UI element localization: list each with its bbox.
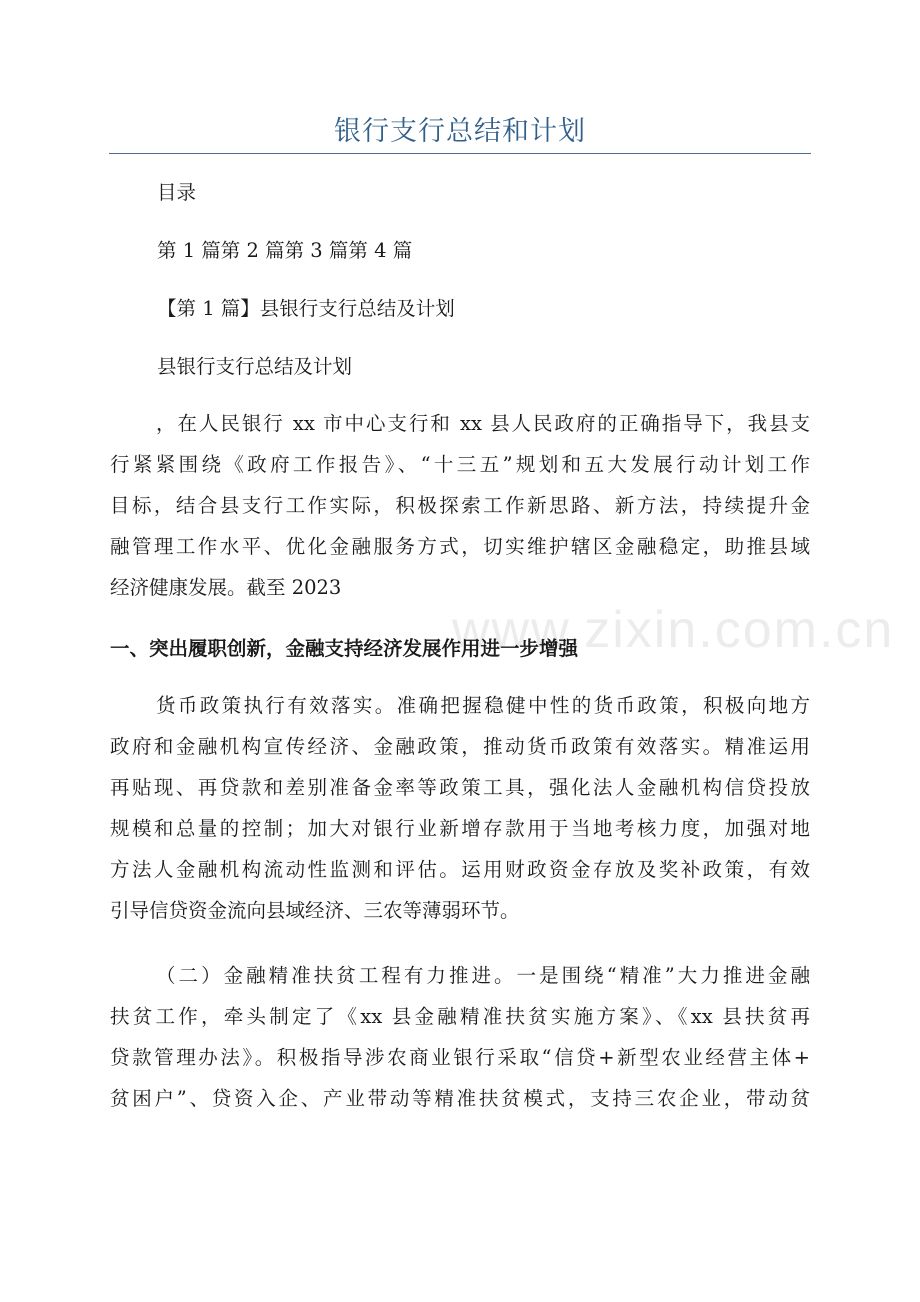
watermark: www.zixin.com.cn xyxy=(452,601,895,659)
paragraph-line: （二）金融精准扶贫工程有力推进。一是围绕“精准”大力推进金融 xyxy=(156,964,810,987)
paragraph-line: 经济健康发展。截至 2023 xyxy=(110,576,342,599)
paragraph-line: 政府和金融机构宣传经济、金融政策，推动货币政策有效落实。精准运用 xyxy=(110,735,810,758)
title-divider xyxy=(109,153,811,154)
toc-label: 目录 xyxy=(157,181,197,204)
paragraph-line: ，在人民银行 xx 市中心支行和 xx 县人民政府的正确指导下，我县支 xyxy=(156,412,810,435)
heading-1: 一、突出履职创新，金融支持经济发展作用进一步增强 xyxy=(110,637,579,660)
paragraph-line: 贫困户”、贷资入企、产业带动等精准扶贫模式，支持三农企业，带动贫 xyxy=(110,1087,810,1110)
document-title: 银行支行总结和计划 xyxy=(334,116,586,147)
paragraph-line: 方法人金融机构流动性监测和评估。运用财政资金存放及奖补政策，有效 xyxy=(110,858,810,881)
section-heading: 【第 1 篇】县银行支行总结及计划 xyxy=(157,297,455,320)
paragraph-line: 融管理工作水平、优化金融服务方式，切实维护辖区金融稳定，助推县域 xyxy=(110,535,810,558)
paragraph-line: 规模和总量的控制；加大对银行业新增存款用于当地考核力度，加强对地 xyxy=(110,817,810,840)
section-subtitle: 县银行支行总结及计划 xyxy=(157,355,353,378)
paragraph-line: 货币政策执行有效落实。准确把握稳健中性的货币政策，积极向地方 xyxy=(156,694,810,717)
intro-paragraph xyxy=(110,403,810,608)
toc-items: 第 1 篇第 2 篇第 3 篇第 4 篇 xyxy=(157,239,413,262)
paragraph-line: 再贴现、再贷款和差别准备金率等政策工具，强化法人金融机构信贷投放 xyxy=(110,776,810,799)
paragraph-line: 目标，结合县支行工作实际，积极探索工作新思路、新方法，持续提升金 xyxy=(110,494,810,517)
paragraph-line: 引导信贷资金流向县域经济、三农等薄弱环节。 xyxy=(110,899,520,922)
paragraph-1 xyxy=(110,685,810,931)
paragraph-line: 扶贫工作，牵头制定了《xx 县金融精准扶贫实施方案》、《xx 县扶贫再 xyxy=(110,1005,810,1028)
paragraph-2 xyxy=(110,955,810,1119)
paragraph-line: 行紧紧围绕《政府工作报告》、“十三五”规划和五大发展行动计划工作 xyxy=(110,453,810,476)
paragraph-line: 贷款管理办法》。积极指导涉农商业银行采取“信贷+新型农业经营主体+ xyxy=(110,1046,810,1069)
